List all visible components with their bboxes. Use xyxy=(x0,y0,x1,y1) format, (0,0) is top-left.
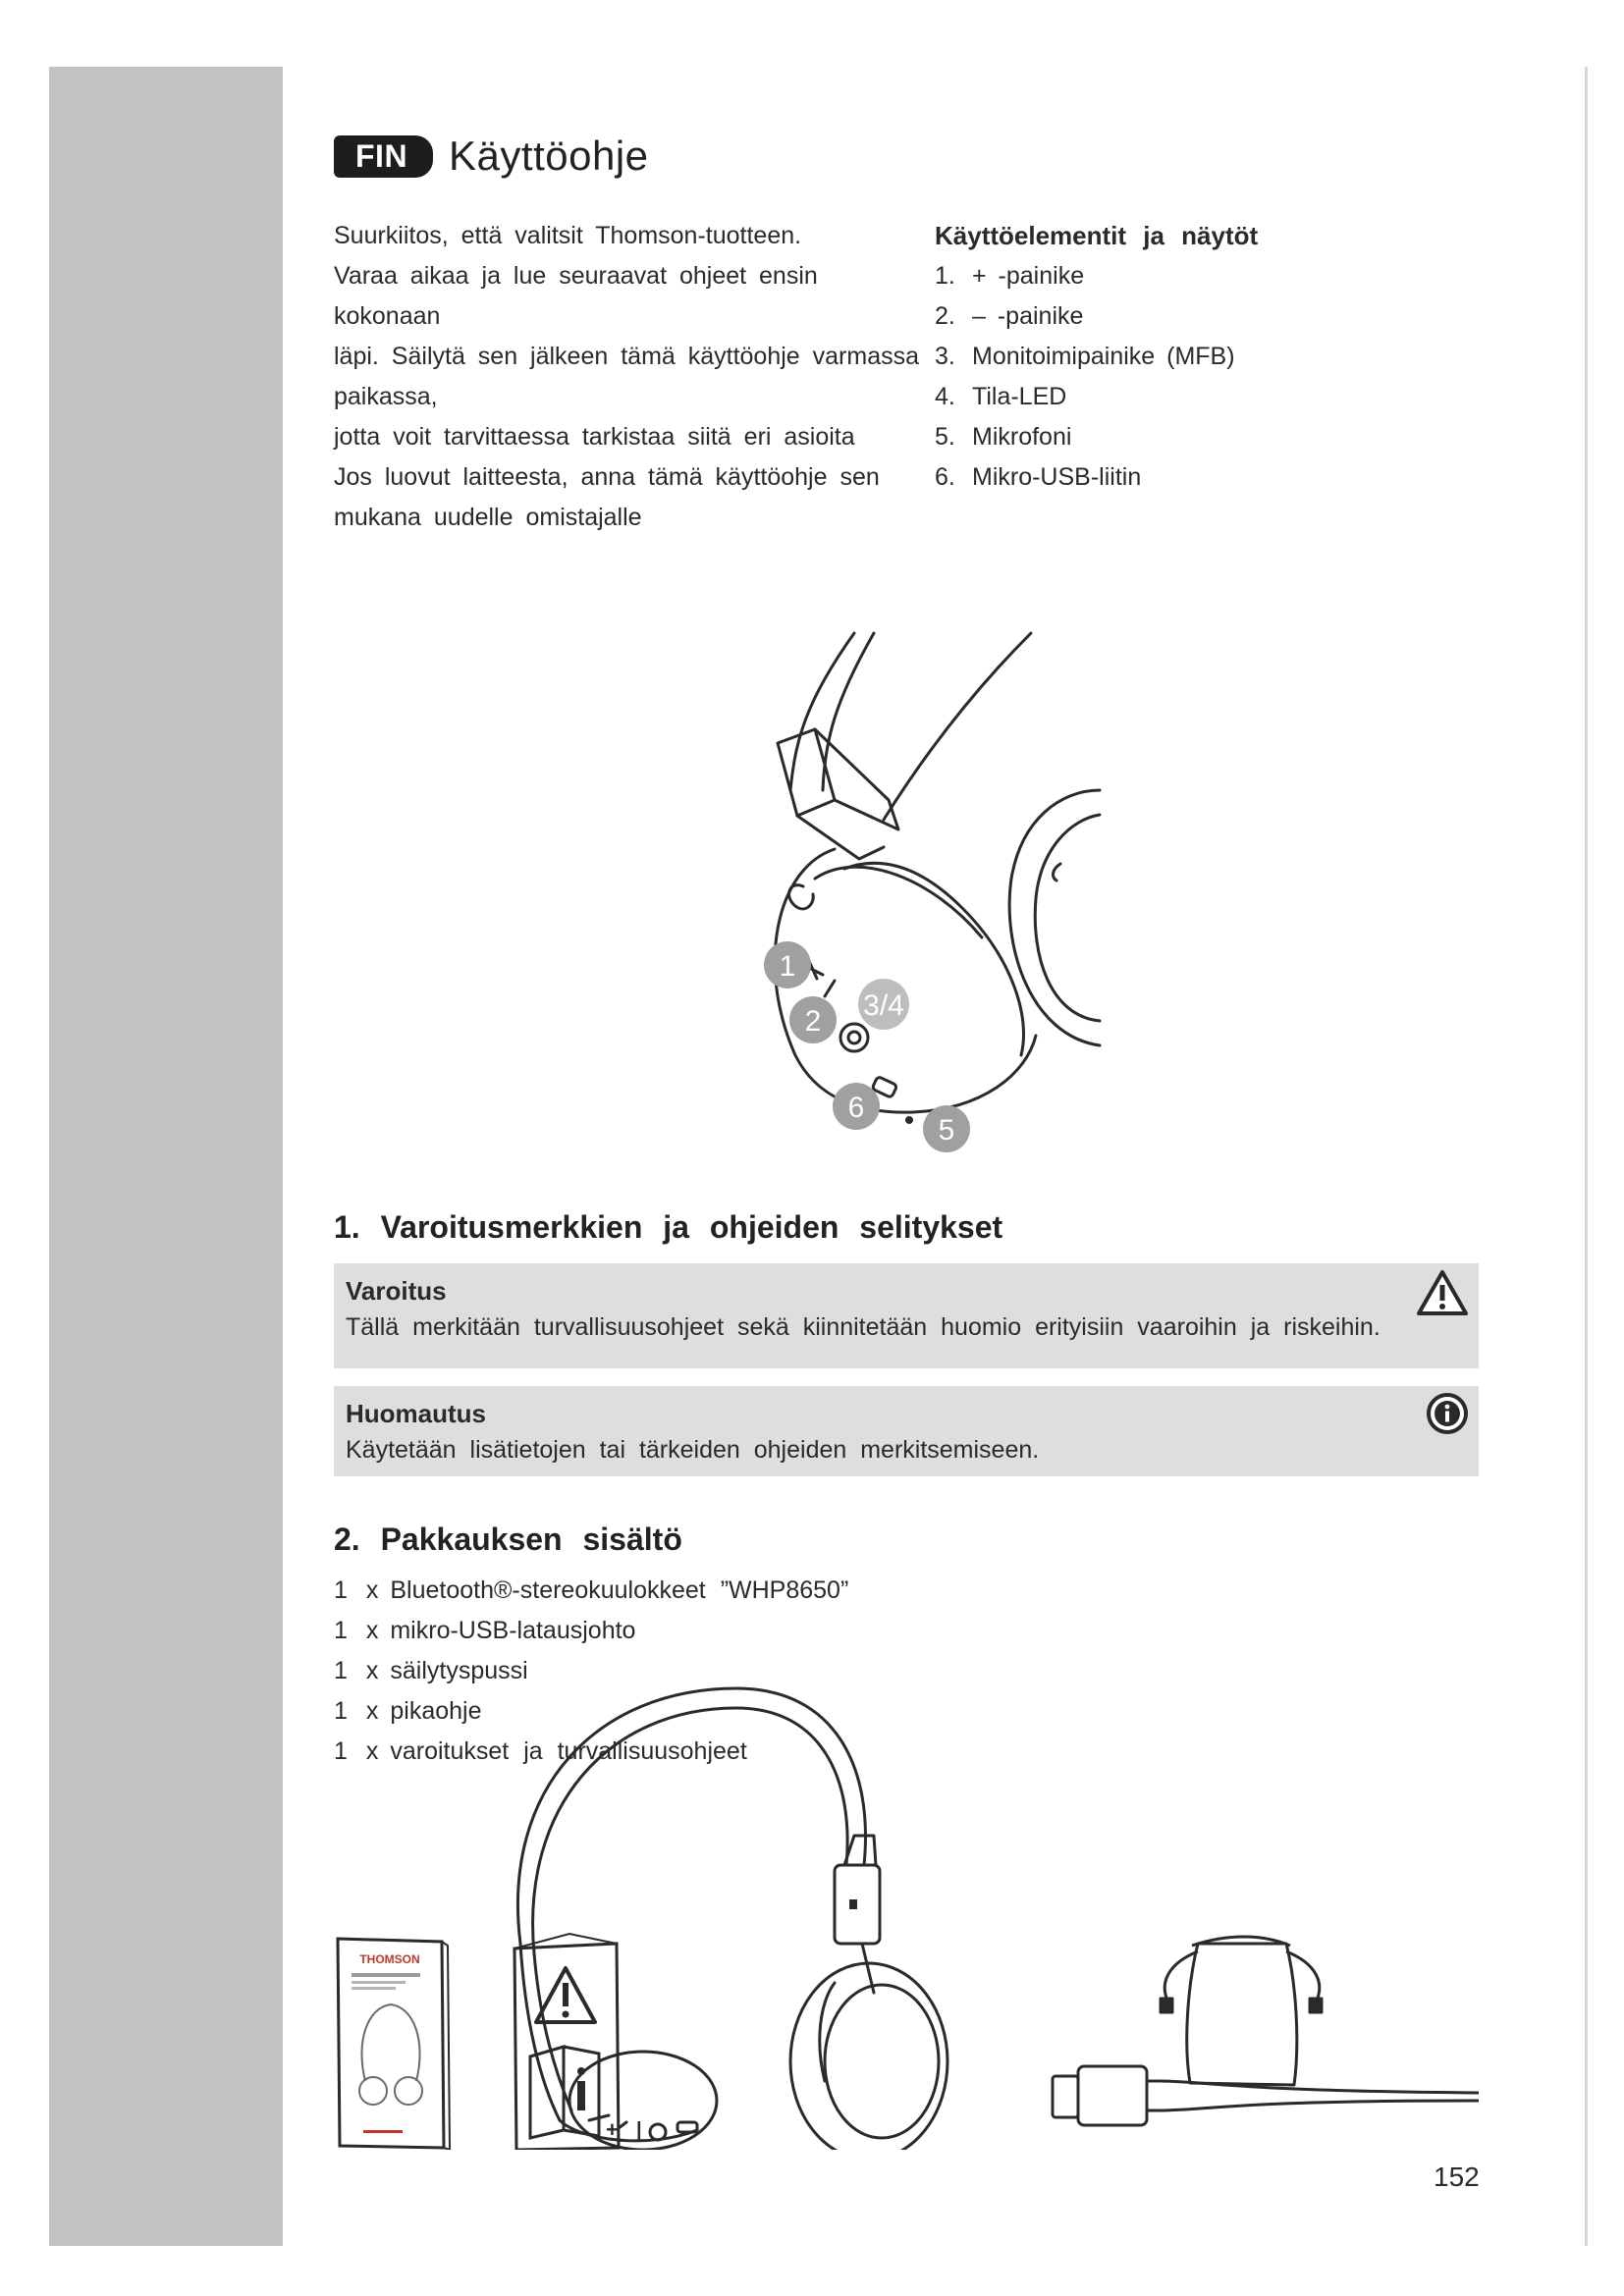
headband-right xyxy=(884,633,1031,820)
intro-line: jotta voit tarvittaessa tarkistaa siitä eri asioita xyxy=(334,423,855,451)
control-item xyxy=(935,337,1347,377)
item-name: säilytyspussi xyxy=(390,1657,528,1684)
callout-1 xyxy=(764,941,811,988)
list-item xyxy=(334,1611,848,1651)
rear-earcup xyxy=(1009,790,1100,1045)
slider-block xyxy=(778,729,835,816)
right-margin-rule xyxy=(1585,67,1588,2246)
quick-guide-booklet-illustration xyxy=(338,1939,450,2150)
headphone-controls-diagram xyxy=(687,623,1110,1163)
language-badge: FIN xyxy=(334,135,433,178)
section-heading-warnings: 1. Varoitusmerkkien ja ohjeiden selitykset xyxy=(334,1209,1003,1245)
warning-box xyxy=(334,1263,1479,1368)
item-quantity: 1 x xyxy=(334,1697,379,1725)
item-quantity: 1 x xyxy=(334,1576,379,1604)
callout-6 xyxy=(833,1083,880,1130)
control-item xyxy=(935,296,1347,337)
list-item xyxy=(334,1571,848,1611)
page-title: Käyttöohje xyxy=(449,133,649,179)
page-header xyxy=(334,133,649,180)
usb-cable-illustration xyxy=(1053,2066,1479,2125)
headband-outer xyxy=(790,633,854,790)
warning-triangle-icon xyxy=(1416,1269,1469,1316)
callout-label: 1 xyxy=(779,950,796,983)
intro-line: Varaa aikaa ja lue seuraavat ohjeet ensin xyxy=(334,262,818,290)
item-quantity: 1 x xyxy=(334,1657,379,1684)
control-number: 5. xyxy=(935,423,955,451)
callout-3-4 xyxy=(858,979,909,1030)
storage-pouch-illustration xyxy=(1161,1937,1322,2085)
control-label: Tila-LED xyxy=(972,383,1067,410)
callout-label: 2 xyxy=(804,1005,822,1038)
control-number: 4. xyxy=(935,383,955,410)
svg-text:|: | xyxy=(636,2119,642,2141)
item-name: Bluetooth®-stereokuulokkeet ”WHP8650” xyxy=(390,1576,849,1604)
rear-earcup-slot xyxy=(1054,864,1060,881)
control-label: Mikro-USB-liitin xyxy=(972,463,1142,491)
intro-paragraph xyxy=(334,216,943,538)
section-heading-contents: 2. Pakkauksen sisältö xyxy=(334,1522,682,1557)
control-item xyxy=(935,377,1347,417)
callout-5 xyxy=(923,1105,970,1152)
intro-line: Suurkiitos, että valitsit Thomson-tuotteen. xyxy=(334,222,802,249)
intro-line: Jos luovut laitteesta, anna tämä käyttöohje sen xyxy=(334,463,880,491)
svg-text:+: + xyxy=(606,2117,619,2142)
controls-list-block xyxy=(935,216,1347,498)
callout-label: 5 xyxy=(938,1114,955,1147)
item-quantity: 1 x xyxy=(334,1617,379,1644)
hinge xyxy=(797,816,884,859)
control-label: Mikrofoni xyxy=(972,423,1072,451)
control-label: – -painike xyxy=(972,302,1084,330)
warning-text: Tällä merkitään turvallisuusohjeet sekä kiinnitetään huomio erityisiin vaaroihin ja riskeihin. xyxy=(346,1313,1380,1341)
callout-label: 6 xyxy=(847,1092,865,1124)
intro-line: kokonaan xyxy=(334,302,441,330)
earcup-shell xyxy=(775,849,1036,1112)
control-item xyxy=(935,457,1347,498)
control-number: 2. xyxy=(935,302,955,330)
control-label: Monitoimipainike (MFB) xyxy=(972,343,1235,370)
note-label: Huomautus xyxy=(346,1399,486,1428)
control-number: 3. xyxy=(935,343,955,370)
info-icon xyxy=(1426,1392,1469,1435)
intro-line: läpi. Säilytä sen jälkeen tämä käyttöohje varmassa xyxy=(334,343,920,370)
rear-earcup-inner xyxy=(1035,815,1100,1021)
item-name: mikro-USB-latausjohto xyxy=(390,1617,636,1644)
intro-line: mukana uudelle omistajalle xyxy=(334,504,642,531)
control-number: 1. xyxy=(935,262,955,290)
controls-list xyxy=(935,256,1347,498)
left-margin-band xyxy=(49,67,283,2246)
item-quantity: 1 x xyxy=(334,1737,379,1765)
callout-label: 3/4 xyxy=(863,989,904,1022)
note-box xyxy=(334,1386,1479,1476)
headband-inner xyxy=(823,633,874,790)
item-name: pikaohje xyxy=(390,1697,482,1725)
item-name: varoitukset ja turvallisuusohjeet xyxy=(390,1737,747,1765)
mic-hole-shape xyxy=(907,1118,912,1123)
control-item xyxy=(935,417,1347,457)
mfb-button-inner xyxy=(848,1032,860,1043)
controls-heading: Käyttöelementit ja näytöt xyxy=(935,221,1259,250)
booklet-brand-logo: THOMSON xyxy=(359,1952,420,1966)
control-label: + -painike xyxy=(972,262,1085,290)
callout-2 xyxy=(789,996,837,1043)
warning-label: Varoitus xyxy=(346,1276,447,1306)
note-text: Käytetään lisätietojen tai tärkeiden ohjeiden merkitsemiseen. xyxy=(346,1436,1040,1464)
control-number: 6. xyxy=(935,463,955,491)
minus-button-shape xyxy=(825,981,835,996)
mfb-button-shape xyxy=(840,1024,868,1051)
control-item xyxy=(935,256,1347,296)
page-number: 152 xyxy=(1434,2162,1480,2192)
package-contents-illustration xyxy=(324,1669,1492,2150)
intro-line: paikassa, xyxy=(334,383,438,410)
